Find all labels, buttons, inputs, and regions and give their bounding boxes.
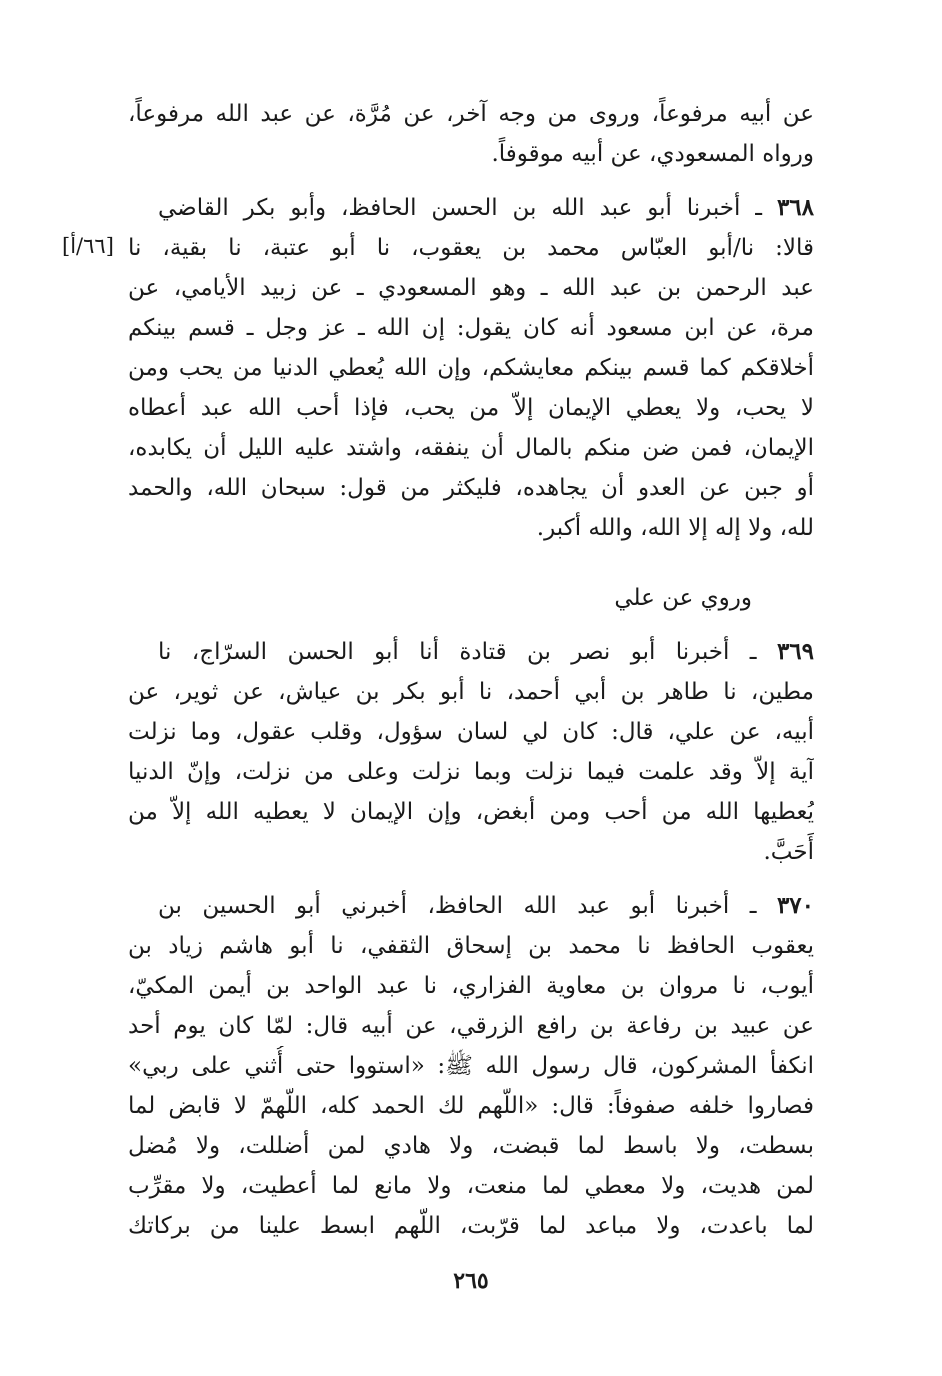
text-line: يعقوب الحافظ نا محمد بن إسحاق الثقفي، نا أبو هاشم زياد بن — [128, 933, 814, 959]
text-line: انكفأ المشركون، قال رسول الله ﷺ: «استووا حتى أُثني على ربي» — [128, 1053, 814, 1079]
hadith-370-first-line — [158, 886, 814, 926]
section-heading: وروي عن علي — [614, 585, 752, 611]
text-line: بسطت، ولا باسط لما قبضت، ولا هادي لمن أضللت، ولا مُضل — [128, 1133, 814, 1159]
text-line: مرة، عن ابن مسعود أنه كان يقول: إن الله ـ عز وجل ـ قسم بينكم — [128, 315, 814, 341]
hadith-number: ٣٦٨ — [776, 194, 814, 221]
text-line: أَحَبَّ. — [763, 839, 814, 865]
hadith-number: ٣٦٩ — [776, 638, 814, 665]
text-line: أيوب، نا مروان بن معاوية الفزاري، نا عبد الواحد بن أيمن المكيّ، — [128, 973, 814, 999]
text-line: مطين، نا طاهر بن أبي أحمد، نا أبو بكر بن عياش، عن ثوير، عن — [128, 679, 814, 705]
text-line: يُعطيها الله من أحب ومن أبغض، وإن الإيمان لا يعطيه الله إلاّ من — [128, 799, 814, 825]
hadith-369-first-line — [158, 632, 814, 672]
text-line: أو جبن عن العدو أن يجاهده، فليكثر من قول: سبحان الله، والحمد — [128, 475, 814, 501]
text-line: آية إلاّ وقد علمت فيما نزلت وبما نزلت وعلى من نزلت، وإنّ الدنيا — [128, 759, 814, 785]
text-line: فصاروا خلفه صفوفاً: قال: «اللّهم لك الحمد كله، اللّهمّ لا قابض لما — [128, 1093, 814, 1119]
text-line: عن عبيد بن رفاعة بن رافع الزرقي، عن أبيه قال: لمّا كان يوم أحد — [128, 1013, 814, 1039]
text-line: قالا: نا/أبو العبّاس محمد بن يعقوب، نا أبو عتبة، نا بقية، نا — [128, 235, 814, 261]
page-number: ٢٦٥ — [453, 1268, 489, 1294]
hadith-text: ـ أخبرنا أبو نصر بن قتادة أنا أبو الحسن السرّاج، نا — [158, 639, 757, 665]
text-line: ورواه المسعودي، عن أبيه موقوفاً. — [491, 141, 814, 167]
text-line: لما باعدت، ولا مباعد لما قرّبت، اللّهم ابسط علينا من بركاتك — [128, 1213, 814, 1239]
text-line: الإيمان، فمن ضن منكم بالمال أن ينفقه، واشتد عليه الليل أن يكابده، — [128, 435, 814, 461]
hadith-text: ـ أخبرنا أبو عبد الله بن الحسن الحافظ، وأبو بكر القاضي — [158, 195, 763, 221]
text-line: أخلاقكم كما قسم بينكم معايشكم، وإن الله يُعطي الدنيا من يحب ومن — [128, 355, 814, 381]
text-line: عبد الرحمن بن عبد الله ـ وهو المسعودي ـ عن زبيد الأيامي، عن — [128, 275, 814, 301]
hadith-368-first-line — [158, 188, 814, 228]
hadith-text: ـ أخبرنا أبو عبد الله الحافظ، أخبرني أبو الحسين بن — [158, 893, 757, 919]
text-line: أبيه، عن علي، قال: كان لي لسان سؤول، وقلب عقول، وما نزلت — [128, 719, 814, 745]
text-line: عن أبيه مرفوعاً، وروى من وجه آخر، عن مُرَّة، عن عبد الله مرفوعاً، — [128, 101, 814, 127]
hadith-number: ٣٧٠ — [776, 892, 814, 919]
text-line: لمن هديت، ولا معطي لما منعت، ولا مانع لما أعطيت، ولا مقرِّب — [128, 1173, 814, 1199]
text-line: لله، ولا إله إلا الله، والله أكبر. — [536, 515, 814, 541]
text-line: لا يحب، ولا يعطي الإيمان إلاّ من يحب، فإذا أحب الله عبد أعطاه — [128, 395, 814, 421]
manuscript-folio-ref: [٦٦/أ] — [62, 234, 114, 258]
